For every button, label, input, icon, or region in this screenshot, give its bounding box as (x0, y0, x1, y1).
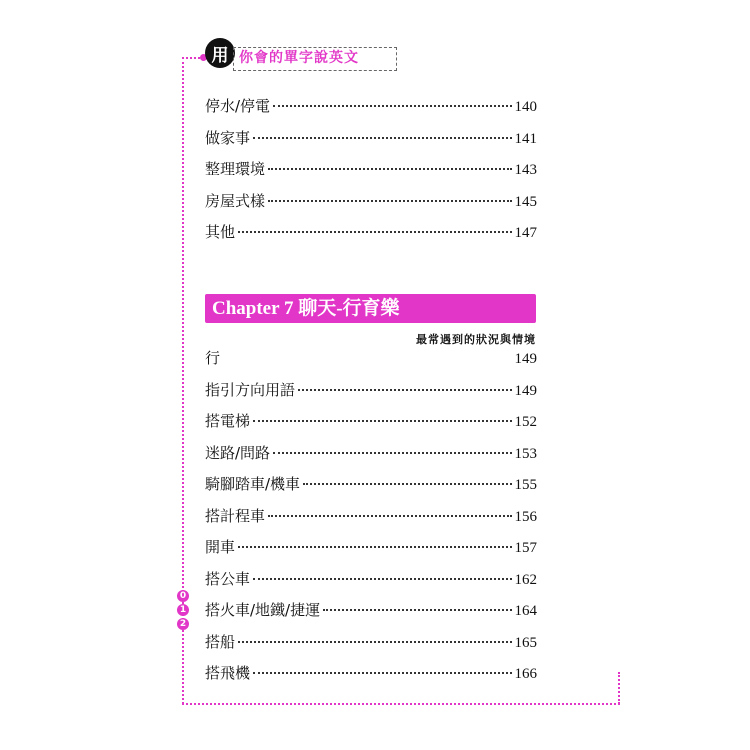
toc-dot-leader (253, 137, 511, 139)
toc-dot-leader (303, 483, 511, 485)
toc-dot-leader (268, 200, 511, 202)
toc-entry-page: 140 (514, 99, 537, 115)
toc-entry-label: 行 (205, 349, 221, 367)
toc-entry (205, 442, 537, 464)
toc-dot-leader (238, 231, 511, 233)
toc-entry (205, 662, 537, 684)
toc-entry-label: 騎腳踏車/機車 (205, 475, 301, 493)
toc-entry-label: 搭電梯 (205, 412, 251, 430)
toc-entry (205, 505, 537, 527)
page-number-digit: 1 (177, 604, 189, 616)
toc-entry (205, 568, 537, 590)
toc-entry (205, 599, 537, 621)
toc-entry-page: 152 (514, 414, 537, 430)
chapter-subtitle: 最常遇到的狀況與情境 (416, 333, 536, 346)
chapter-title: Chapter 7 聊天-行育樂 (212, 298, 400, 319)
toc-entry-page: 153 (514, 445, 537, 462)
toc-entry-label: 房屋式樣 (205, 191, 266, 210)
toc-dot-leader (298, 389, 511, 391)
toc-entry (205, 379, 537, 401)
toc-entry-label: 其他 (205, 223, 236, 241)
toc-entry-label: 整理環境 (205, 160, 266, 178)
toc-entry-page: 145 (514, 193, 537, 210)
toc-entry (205, 631, 537, 653)
toc-entry-page: 162 (514, 571, 537, 588)
toc-entry-page: 147 (514, 225, 537, 241)
toc-entry-page: 164 (514, 603, 537, 619)
toc-dot-leader (253, 578, 511, 580)
toc-entry (205, 127, 537, 149)
toc-entry-label: 做家事 (205, 128, 251, 147)
toc-dot-leader (273, 452, 511, 454)
toc-dot-leader (253, 672, 511, 674)
toc-entry-page: 165 (514, 634, 537, 651)
toc-entry-page: 143 (514, 162, 537, 178)
chapter-banner (205, 294, 536, 323)
toc-entry-page: 157 (514, 540, 537, 556)
toc-entry-label: 開車 (205, 538, 236, 556)
page-number-digit: 0 (177, 590, 189, 602)
frame-right-border (618, 672, 620, 704)
toc-entry-page: 149 (514, 382, 537, 399)
toc-entry (205, 536, 537, 558)
header-badge-icon: 用 (205, 38, 235, 68)
toc-dot-leader (273, 105, 511, 107)
toc-dot-leader (323, 609, 511, 611)
page-number-digit: 2 (177, 618, 189, 630)
toc-dot-leader (238, 546, 511, 548)
toc-entry-page: 156 (514, 508, 537, 525)
toc-entry-label: 搭計程車 (205, 506, 266, 525)
toc-entry-label: 迷路/問路 (205, 443, 271, 462)
toc-entry-page: 155 (514, 477, 537, 493)
toc-entry (205, 221, 537, 243)
frame-bottom-border (182, 703, 620, 705)
toc-entry-label: 停水/停電 (205, 97, 271, 115)
toc-entry-label: 搭公車 (205, 569, 251, 588)
toc-entry-label: 指引方向用語 (205, 380, 296, 399)
toc-dot-leader (268, 168, 511, 170)
toc-entry-label: 搭船 (205, 632, 236, 651)
toc-dot-leader (268, 515, 511, 517)
toc-entry-label: 搭飛機 (205, 664, 251, 682)
book-title: 你會的單字說英文 (239, 50, 359, 66)
toc-entry (205, 158, 537, 180)
toc-entry (205, 347, 537, 369)
toc-entry-label: 搭火車/地鐵/捷運 (205, 601, 321, 619)
toc-dot-leader (238, 641, 511, 643)
toc-entry (205, 190, 537, 212)
toc-entry-page: 149 (514, 351, 537, 367)
toc-entry-page: 141 (514, 130, 537, 147)
toc-entry (205, 473, 537, 495)
toc-entry (205, 410, 537, 432)
toc-entry (205, 95, 537, 117)
toc-dot-leader (253, 420, 511, 422)
toc-entry-page: 166 (514, 666, 537, 682)
